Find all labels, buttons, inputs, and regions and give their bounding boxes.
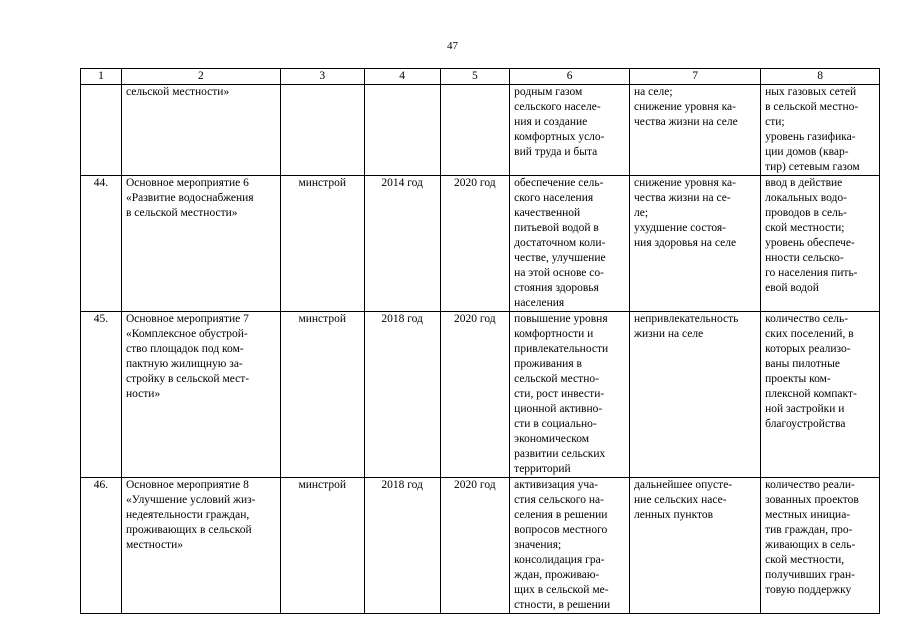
executor [280,85,364,176]
table-row-45 [81,312,880,478]
header-col-8: 8 [761,69,880,85]
expected-result: активизация уча- стия сельского на- селения в решении вопросов местного значения; консолидация гра- ждан, проживаю- щих в сельской ме- стности, в решении [510,478,630,614]
header-col-2: 2 [121,69,280,85]
header-col-1: 1 [81,69,122,85]
row-number: 45. [81,312,122,478]
expected-result: родным газом сельского населе- ния и создание комфортных усло- вий труда и быта [510,85,630,176]
related-indicators: количество реали- зованных проектов местных инициа- тив граждан, про- живающих в сель- ской местности, получивших гран- товую поддержку [761,478,880,614]
start-year: 2014 год [364,176,440,312]
measure-name: сельской местности» [121,85,280,176]
end-year [440,85,510,176]
start-year: 2018 год [364,312,440,478]
measure-name: Основное мероприятие 7 «Комплексное обустрой- ство площадок под ком- пактную жилищную за- стройку в сельской мест- ности» [121,312,280,478]
table-row-46 [81,478,880,614]
end-year: 2020 год [440,312,510,478]
measure-name: Основное мероприятие 6 «Развитие водоснабжения в сельской местности» [121,176,280,312]
non-implementation-consequences: непривлекательность жизни на селе [630,312,761,478]
start-year [364,85,440,176]
related-indicators: количество сель- ских поселений, в которых реализо- ваны пилотные проекты ком- плексной компакт- ной застройки и благоустройства [761,312,880,478]
non-implementation-consequences: снижение уровня ка- чества жизни на се- ле; ухудшение состоя- ния здоровья на селе [630,176,761,312]
row-number: 46. [81,478,122,614]
header-col-7: 7 [630,69,761,85]
end-year: 2020 год [440,478,510,614]
related-indicators: ных газовых сетей в сельской местно- сти; уровень газифика- ции домов (квар- тир) сетевым газом [761,85,880,176]
executor: минстрой [280,478,364,614]
row-number [81,85,122,176]
related-indicators: ввод в действие локальных водо- проводов в сель- ской местности; уровень обеспече- нности сельско- го населения пить- евой водой [761,176,880,312]
table-row-continued [81,85,880,176]
expected-result: обеспечение сель- ского населения качественной питьевой водой в достаточном коли- честве, улучшение на этой основе со- стояния здоровья населения [510,176,630,312]
table-header-row [81,69,880,85]
expected-result: повышение уровня комфортности и привлекательности проживания в сельской местно- сти, рост инвести- ционной активно- сти в социально- экономическом развитии сельских территорий [510,312,630,478]
row-number: 44. [81,176,122,312]
header-col-4: 4 [364,69,440,85]
executor: минстрой [280,176,364,312]
page-number: 47 [447,40,458,52]
end-year: 2020 год [440,176,510,312]
table-row-44 [81,176,880,312]
header-col-5: 5 [440,69,510,85]
start-year: 2018 год [364,478,440,614]
header-col-6: 6 [510,69,630,85]
header-col-3: 3 [280,69,364,85]
program-measures-table [80,68,880,614]
executor: минстрой [280,312,364,478]
non-implementation-consequences: дальнейшее опусте- ние сельских насе- ленных пунктов [630,478,761,614]
non-implementation-consequences: на селе; снижение уровня ка- чества жизни на селе [630,85,761,176]
measure-name: Основное мероприятие 8 «Улучшение условий жиз- недеятельности граждан, проживающих в сельской местности» [121,478,280,614]
